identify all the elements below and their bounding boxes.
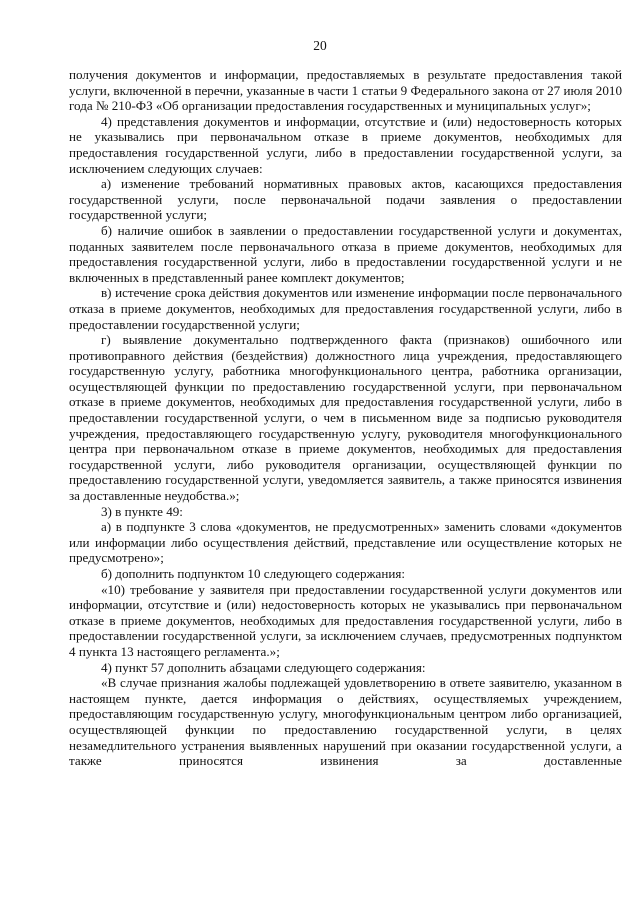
paragraph: в) истечение срока действия документов или изменение информации после первоначального отказа в приеме документов, необходимых для предоставления государственной услуги, либо в предоставлении государственной услуги; [69,285,622,332]
paragraph: б) дополнить подпунктом 10 следующего содержания: [101,566,406,581]
paragraph: 4) представления документов и информации, отсутствие и (или) недостоверность которых не указывались при первоначальном отказе в приеме документов, необходимых для предоставления государственной услуги, либо в предоставлении государственной услуги, за исключением следующих случаев: [69,113,622,176]
page-number: 20 [313,38,327,53]
paragraph: г) выявление документально подтвержденного факта (признаков) ошибочного или противоправного действия (бездействия) должностного лица учреждения, предоставляющего государственную услугу, работника многофункционального центра, работника организации, осуществляющей функции по предоставлению государственной услуги, при первоначальном отказе в приеме документов, необходимых для предоставления государственной услуги, либо в предоставлении государственной услуги, о чем в письменном виде за подписью руководителя учреждения, предоставляющего государственную услугу, руководителя многофункционального центра при первоначальном отказе в приеме документов, необходимых для предоставления государственной услуги, либо руководителя организации, осуществляющей функции по предоставлению государственной услуги, уведомляется заявитель, а также приносятся извинения за доставленные неудобства.»; [69,332,622,504]
paragraph: «В случае признания жалобы подлежащей удовлетворению в ответе заявителю, указанном в настоящем пункте, дается информация о действиях, осуществляемых учреждением, предоставляющим государственную услугу, многофункциональным центром либо организацией, осуществляющей функции по предоставлению государственной услуги, в целях незамедлительного устранения выявленных нарушений при оказании государственной услуги, а также приносятся извинения за доставленные [69,675,622,769]
paragraph: б) наличие ошибок в заявлении о предоставлении государственной услуги и документах, поданных заявителем после первоначального отказа в приеме документов, необходимых для предоставления государственной услуги, либо в предоставлении государственной услуги и не включенных в представленный ранее комплект документов; [69,222,622,285]
document-body [69,67,622,769]
paragraph: 4) пункт 57 дополнить абзацами следующего содержания: [101,659,426,675]
paragraph: 3) в пункте 49: [101,503,183,519]
paragraph: «10) требование у заявителя при предоставлении государственной услуги документов или информации, отсутствие и (или) недостоверность которых не указывались при первоначальном отказе в приеме документов, необходимых для предоставления государственной услуги, либо в предоставлении государственной услуги, за исключением случаев, предусмотренных подпунктом 4 пункта 13 настоящего регламента.»; [69,581,622,659]
paragraph: получения документов и информации, предоставляемых в результате предоставления такой услуги, включенной в перечни, указанные в части 1 статьи 9 Федерального закона от 27 июля 2010 года № 210-ФЗ «Об организации предоставления государственных и муниципальных услуг»; [69,67,622,114]
paragraph: а) в подпункте 3 слова «документов, не предусмотренных» заменить словами «документов или информации либо осуществления действий, представление или осуществление которых не предусмотрено»; [69,519,622,566]
paragraph: а) изменение требований нормативных правовых актов, касающихся предоставления государственной услуги, после первоначальной подачи заявления о предоставлении государственной услуги; [69,176,622,223]
